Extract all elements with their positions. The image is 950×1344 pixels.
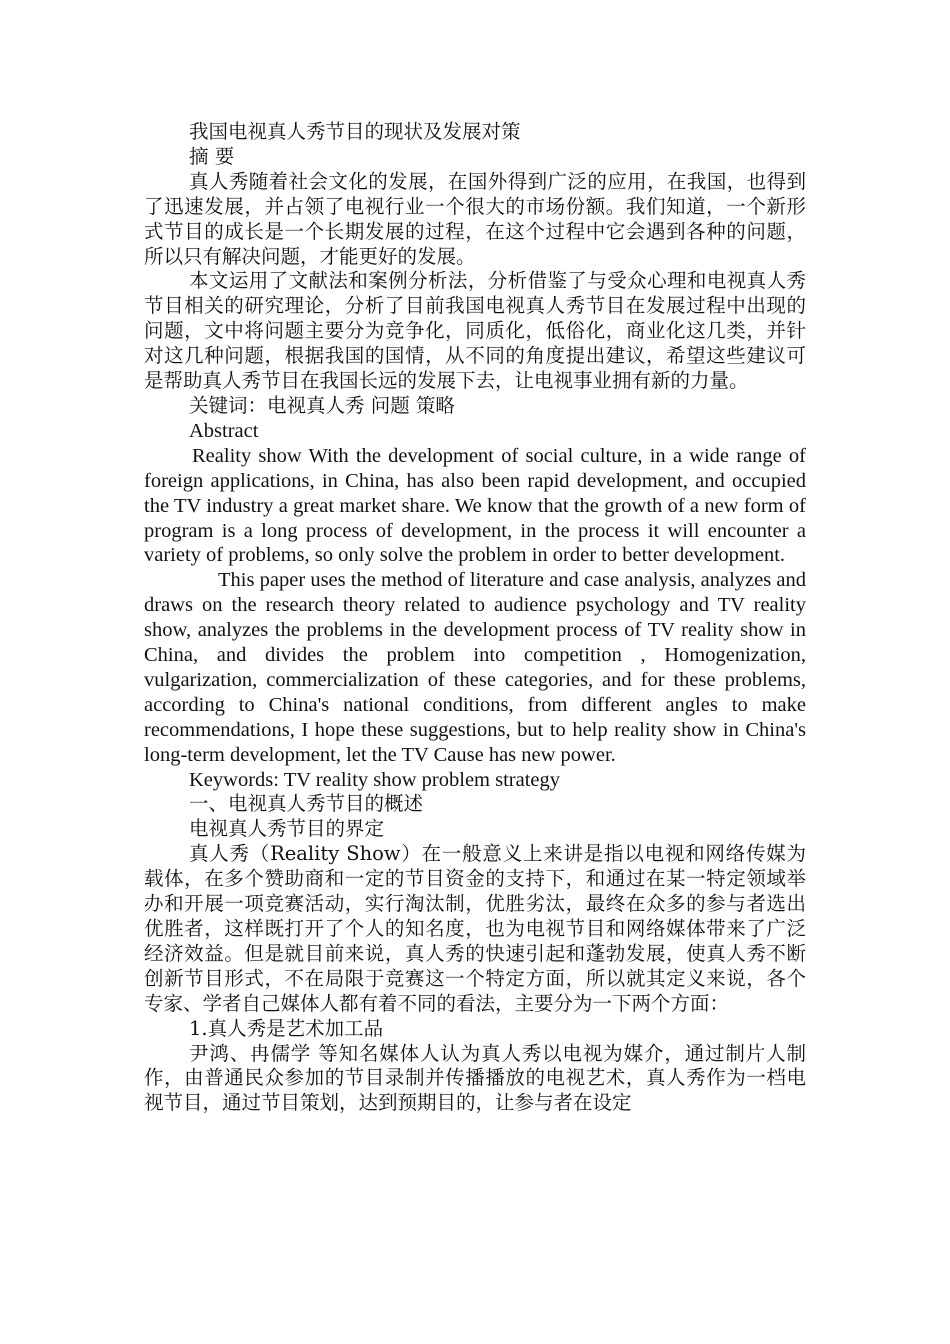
point-1-paragraph-1: 尹鸿、冉儒学 等知名媒体人认为真人秀以电视为媒介，通过制片人制作，由普通民众参加的节目录制并传播播放的电视艺术，真人秀作为一档电视节目，通过节目策划，达到预期目的，让参与者在设定 xyxy=(144,1041,806,1115)
keywords-cn: 关键词：电视真人秀 问题 策略 xyxy=(189,393,455,417)
document-page xyxy=(144,120,806,1116)
abstract-cn-paragraph-1: 真人秀随着社会文化的发展，在国外得到广泛的应用，在我国，也得到了迅速发展，并占领了电视行业一个很大的市场份额。我们知道，一个新形式节目的成长是一个长期发展的过程，在这个过程中它会遇到各种的问题，所以只有解决问题，才能更好的发展。 xyxy=(144,169,806,268)
section-1-paragraph-1: 真人秀（Reality Show）在一般意义上来讲是指以电视和网络传媒为载体，在多个赞助商和一定的节目资金的支持下，和通过在某一特定领域举办和开展一项竞赛活动，实行淘汰制，优胜劣汰，最终在众多的参与者选出优胜者，这样既打开了个人的知名度，也为电视节目和网络媒体带来了广泛经济效益。但是就目前来说，真人秀的快速引起和蓬勃发展，使真人秀不断创新节目形式，不在局限于竞赛这一个特定方面，所以就其定义来说，各个专家、学者自己媒体人都有着不同的看法，主要分为一下两个方面： xyxy=(144,842,806,1015)
section-1-subheading: 电视真人秀节目的界定 xyxy=(189,817,385,841)
document-title: 我国电视真人秀节目的现状及发展对策 xyxy=(189,120,521,143)
keywords-en: Keywords: TV reality show problem strategy xyxy=(189,768,561,791)
abstract-en-paragraph-1: Reality show With the development of social culture, in a wide range of foreign applications, in China, has also been rapid development, and occupied the TV industry a great market share. We know that the growth of a new form of program is a long process of development, in the process it will encounter a variety of problems, so only solve the problem in order to better development. xyxy=(144,444,806,567)
section-1-heading: 一、电视真人秀节目的概述 xyxy=(189,792,424,816)
abstract-en-heading: Abstract xyxy=(189,419,259,442)
abstract-en-paragraph-2: This paper uses the method of literature and case analysis, analyzes and draws on the research theory related to audience psychology and TV reality show, analyzes the problems in the development process of TV reality show in China, and divides the problem into competition , Homogenization, vulgarization, commercialization of these categories, and for these problems, according to China's national conditions, from different angles to make recommendations, I hope these suggestions, but to help reality show in China's long-term development, let the TV Cause has new power. xyxy=(144,569,806,766)
abstract-heading: 摘 要 xyxy=(189,144,235,168)
point-1-heading: 1.真人秀是艺术加工品 xyxy=(189,1016,384,1040)
abstract-cn-paragraph-2: 本文运用了文献法和案例分析法，分析借鉴了与受众心理和电视真人秀节目相关的研究理论，分析了目前我国电视真人秀节目在发展过程中出现的问题，文中将问题主要分为竞争化，同质化，低俗化，商业化这几类，并针对这几种问题，根据我国的国情，从不同的角度提出建议，希望这些建议可是帮助真人秀节目在我国长远的发展下去，让电视事业拥有新的力量。 xyxy=(144,269,806,393)
